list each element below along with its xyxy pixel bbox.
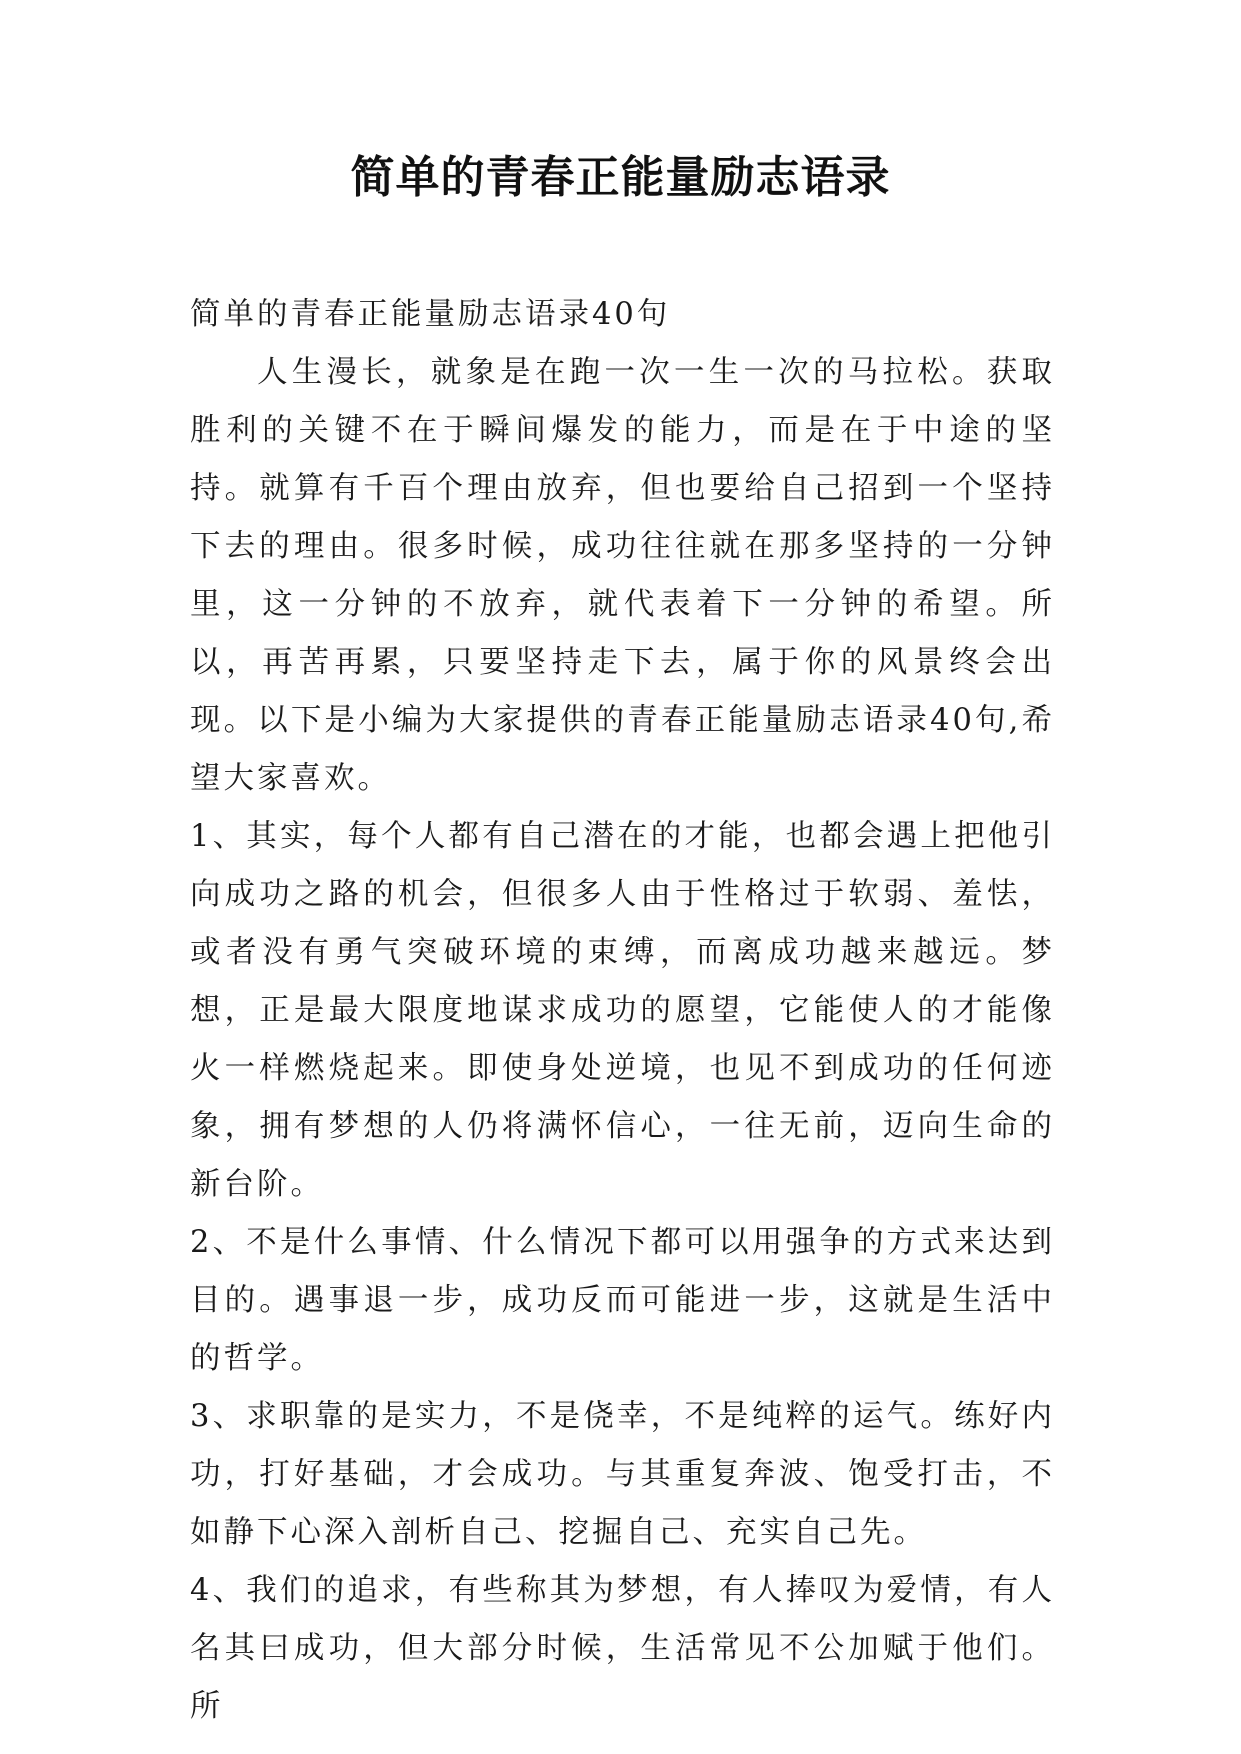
paragraph-quote-4: 4、我们的追求，有些称其为梦想，有人捧叹为爱情，有人名其曰成功，但大部分时候，生活常见不公加赋于他们。所 [190, 1573, 1055, 1724]
paragraph-quote-3: 3、求职靠的是实力，不是侥幸，不是纯粹的运气。练好内功，打好基础，才会成功。与其重复奔波、饱受打击，不如静下心深入剖析自己、挖掘自己、充实自己先。 [190, 1399, 1055, 1550]
paragraph-quote-2: 2、不是什么事情、什么情况下都可以用强争的方式来达到目的。遇事退一步，成功反而可能进一步，这就是生活中的哲学。 [190, 1225, 1055, 1376]
paragraph-subtitle: 简单的青春正能量励志语录40句 [190, 297, 671, 332]
document-body [190, 286, 1055, 1736]
paragraph-quote-1: 1、其实，每个人都有自己潜在的才能，也都会遇上把他引向成功之路的机会，但很多人由于性格过于软弱、羞怯，或者没有勇气突破环境的束缚，而离成功越来越远。梦想，正是最大限度地谋求成功的愿望，它能使人的才能像火一样燃烧起来。即使身处逆境，也见不到成功的任何迹象，拥有梦想的人仍将满怀信心，一往无前，迈向生命的新台阶。 [190, 819, 1055, 1202]
paragraph-intro: 人生漫长，就象是在跑一次一生一次的马拉松。获取胜利的关键不在于瞬间爆发的能力，而是在于中途的坚持。就算有千百个理由放弃，但也要给自己招到一个坚持下去的理由。很多时候，成功往往就在那多坚持的一分钟里，这一分钟的不放弃，就代表着下一分钟的希望。所以，再苦再累，只要坚持走下去，属于你的风景终会出现。以下是小编为大家提供的青春正能量励志语录40句,希望大家喜欢。 [190, 355, 1055, 796]
document-title: 简单的青春正能量励志语录 [350, 152, 891, 203]
